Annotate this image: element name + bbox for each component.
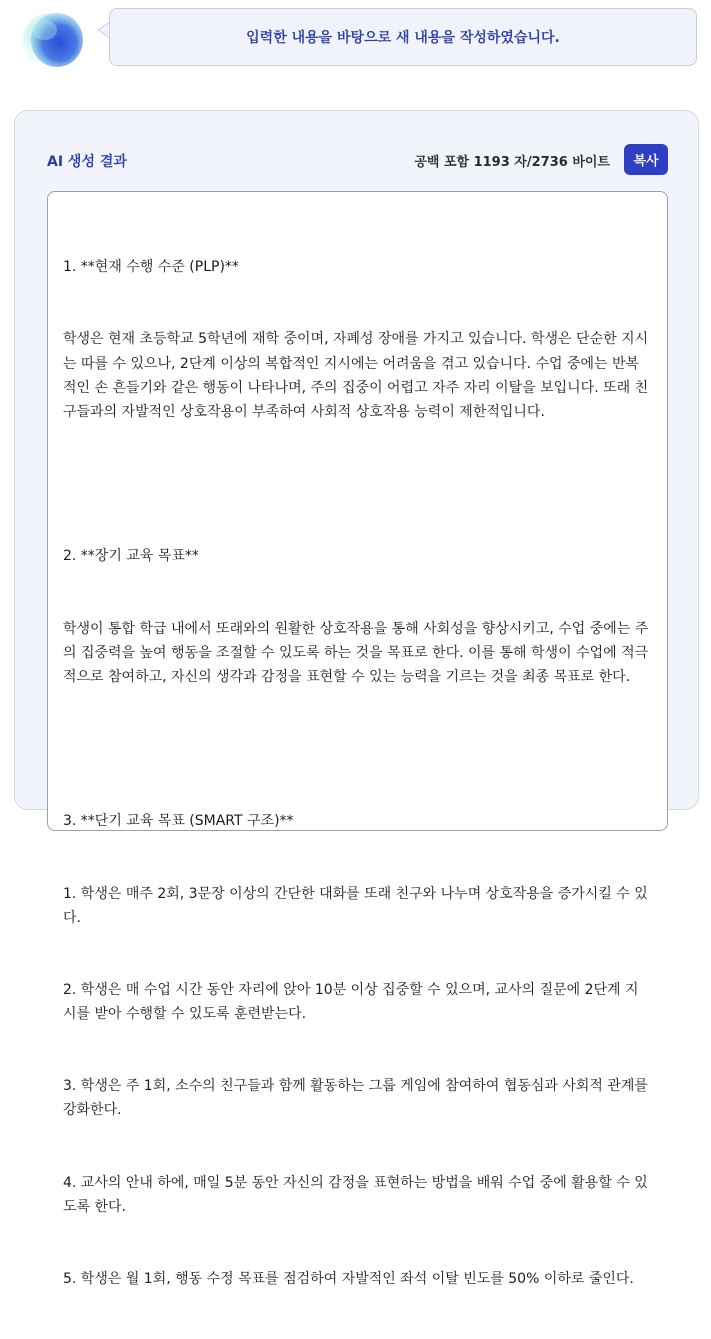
- copy-button[interactable]: 복사: [624, 144, 668, 175]
- result-line: 1. 학생은 매주 2회, 3문장 이상의 간단한 대화를 또래 친구와 나누며 상호작용을 증가시킬 수 있다.: [63, 885, 648, 926]
- result-blank-line: [63, 472, 651, 496]
- assistant-message-text: 입력한 내용을 바탕으로 새 내용을 작성하였습니다.: [246, 30, 560, 46]
- result-textarea[interactable]: [47, 191, 668, 1288]
- result-line: 3. 학생은 주 1회, 소수의 친구들과 함께 활동하는 그룹 게임에 참여하여 협동심과 사회적 관계를 강화한다.: [63, 1078, 653, 1119]
- result-line: 2. **장기 교육 목표**: [63, 548, 199, 565]
- result-blank-line: [63, 737, 651, 761]
- char-count: 공백 포함 1193 자/2736 바이트: [414, 155, 610, 170]
- result-title: AI 생성 결과: [47, 154, 127, 170]
- result-line: 학생이 통합 학급 내에서 또래와의 원활한 상호작용을 통해 사회성을 향상시키고, 수업 중에는 주의 집중력을 높여 행동을 조절할 수 있도록 하는 것을 목표로 한다. 이를 통해 학생이 수업에 적극적으로 참여하고, 자신의 생각과 감정을 표현할 수 있는 능력을 기르는 것을 최종 목표로 한다.: [63, 620, 649, 685]
- ai-orb-icon: [19, 8, 89, 72]
- result-card: [14, 110, 699, 1288]
- result-line: 5. 학생은 월 1회, 행동 수정 목표를 점검하여 자발적인 좌석 이탈 빈도를 50% 이하로 줄인다.: [63, 1271, 634, 1288]
- result-line: 4. 교사의 안내 하에, 매일 5분 동안 자신의 감정을 표현하는 방법을 배워 수업 중에 활용할 수 있도록 한다.: [63, 1174, 648, 1215]
- assistant-message: [109, 8, 697, 66]
- result-line: 1. **현재 수행 수준 (PLP)**: [63, 259, 239, 276]
- result-line: 3. **단기 교육 목표 (SMART 구조)**: [63, 813, 294, 830]
- result-line: 학생은 현재 초등학교 5학년에 재학 중이며, 자폐성 장애를 가지고 있습니다. 학생은 단순한 지시는 따를 수 있으나, 2단계 이상의 복합적인 지시에는 어려움을 겪고 있습니다. 수업 중에는 반복적인 손 흔들기와 같은 행동이 나타나며, 주의 집중이 어렵고 자주 자리 이탈을 보입니다. 또래 친구들과의 자발적인 상호작용이 부족하여 사회적 상호작용 능력이 제한적입니다.: [63, 331, 649, 420]
- result-line: 2. 학생은 매 수업 시간 동안 자리에 앉아 10분 이상 집중할 수 있으며, 교사의 질문에 2단계 지시를 받아 수행할 수 있도록 훈련받는다.: [63, 982, 639, 1023]
